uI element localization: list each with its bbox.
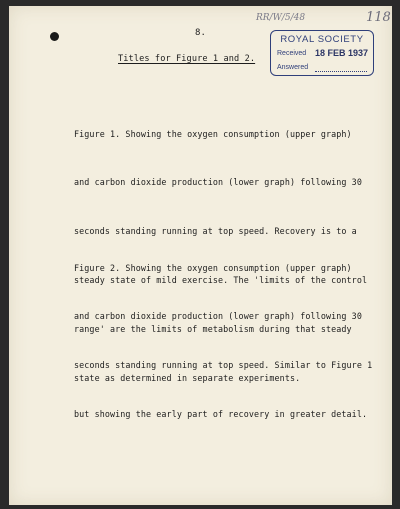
figure-2-caption xyxy=(74,227,374,455)
caption-line: state as determined in separate experiments. xyxy=(74,373,301,384)
stamp-title: ROYAL SOCIETY xyxy=(280,34,364,45)
punch-hole xyxy=(50,32,59,41)
archive-reference: RR/W/5/48 xyxy=(256,13,306,23)
stamp-received-label: Received xyxy=(277,50,307,57)
stamp-answered-line xyxy=(315,71,367,72)
caption-line: seconds standing running at top speed. Similar to Figure 1 xyxy=(74,360,373,371)
caption-line: Figure 2. Showing the oxygen consumption (upper graph) xyxy=(74,262,352,273)
caption-line: and carbon dioxide production (lower graph) following 30 xyxy=(74,311,362,322)
caption-line: steady state of mild exercise. The 'limits of the control xyxy=(74,275,368,286)
caption-line: and carbon dioxide production (lower graph) following 30 xyxy=(74,177,362,188)
caption-line: Figure 1. Showing the oxygen consumption (upper graph) xyxy=(74,128,352,139)
stamp-answered-label: Answered xyxy=(277,64,309,71)
caption-line: seconds standing running at top speed. Recovery is to a xyxy=(74,226,357,237)
caption-line: range' are the limits of metabolism during that steady xyxy=(74,324,352,335)
page-number: 8. xyxy=(195,28,207,38)
stamp-received-date: 18 FEB 1937 xyxy=(315,48,369,58)
document-heading: Titles for Figure 1 and 2. xyxy=(118,54,256,64)
received-stamp xyxy=(270,30,374,76)
caption-line: but showing the early part of recovery in greater detail. xyxy=(74,409,368,420)
folio-number: 118 xyxy=(366,10,391,25)
